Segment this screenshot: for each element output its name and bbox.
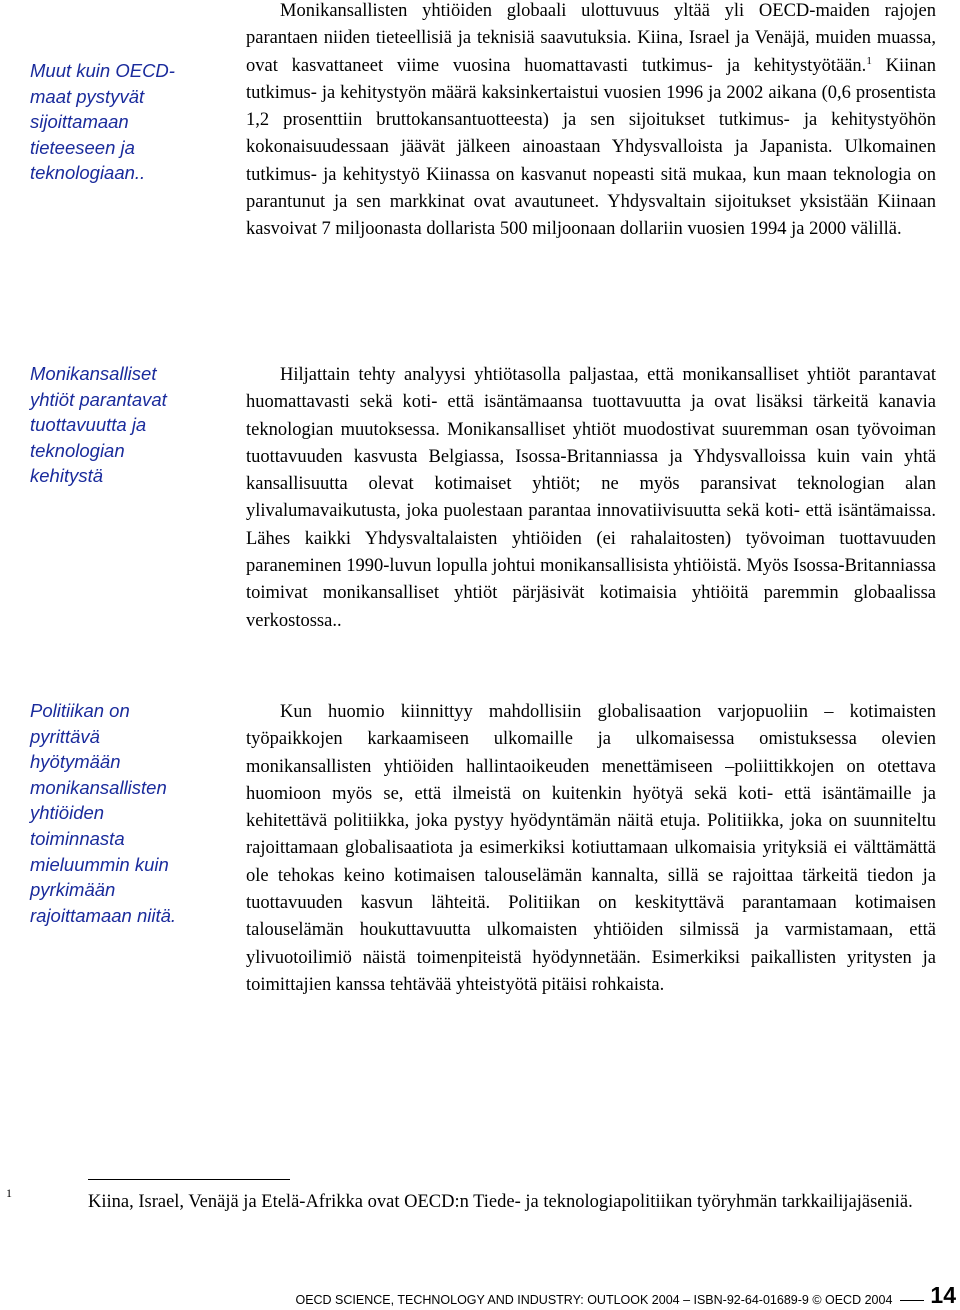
page-number: 14: [930, 1282, 956, 1308]
paragraph-1-text-a: Monikansallisten yhtiöiden globaali ulottuvuus yltää yli OECD-maiden rajojen parantaen niiden tieteellisiä ja teknisiä saavutuksia. Kiina, Israel ja Venäjä, muiden muassa, ovat kasvattaneet viime vuosina huomattavasti tutkimus- ja kehitystyötään.: [246, 1, 936, 76]
paragraph-3: [246, 699, 936, 999]
footer-dash: [900, 1300, 924, 1301]
paragraph-2-text: Hiljattain tehty analyysi yhtiötasolla paljastaa, että monikansalliset yhtiöt parantavat huomattavasti sekä koti- että isäntämaansa tuottavuutta ja ovat lisäksi tärkeitä kanavia teknologian muutoksessa. Monikansalliset yhtiöt muodostivat suuremman osan työvoiman tuottavuuden kasvusta Belgiassa, Isossa-Britanniassa ja Yhdysvalloissa kuin vain yhtä kansallisuutta olevat kotimaiset yhtiöt; ne myös paransivat teknologian alan ylivalumavaikutusta, joka puolestaan parantaa innovatiivisuutta sekä koti- että isäntämaissa. Lähes kaikki Yhdysvaltalaisten yhtiöiden (ei rahalaitosten) työvoiman tuottavuuden paraneminen 1990-luvun lopulla johtui monikansallisista yhtiöistä. Myös Isossa-Britanniassa toimivat monikansalliset yhtiöt pärjäsivät kotimaisia yhtiöitä paremmin globaalissa verkostossa..: [246, 365, 936, 631]
page-footer: [295, 1284, 956, 1307]
footnote-text: Kiina, Israel, Venäjä ja Etelä-Afrikka ovat OECD:n Tiede- ja teknologiapolitiikan työryhmän tarkkailijajäseniä.: [88, 1192, 913, 1212]
margin-note-non-oecd: Muut kuin OECD-maat pystyvät sijoittamaan tieteeseen ja teknologiaan..: [30, 60, 175, 184]
paragraph-1: [246, 0, 936, 244]
footer-text: OECD SCIENCE, TECHNOLOGY AND INDUSTRY: OUTLOOK 2004 – ISBN-92-64-01689-9 © OECD 2004: [295, 1293, 893, 1307]
margin-note-multinationals: Monikansalliset yhtiöt parantavat tuottavuutta ja teknologian kehitystä: [30, 363, 167, 487]
footnote-divider: [88, 1179, 290, 1180]
paragraph-1-text-b: Kiinan tutkimus- ja kehitystyön määrä kaksinkertaistui vuosien 1996 ja 2002 aikana (0,6 prosentista 1,2 prosenttiin bruttokansantuotteesta) ja sen sijoitukset tutkimus- ja kehitystyöhön kokonaisuudessaan jäävät jälkeen ainoastaan Yhdysvalloista ja Japanista. Ulkomainen tutkimus- ja kehitystyö Kiinassa on kasvanut nopeasti sitä mukaa, kun maan teknologia on parantunut ja sen markkinat ovat avautuneet. Yhdysvaltain sijoitukset yksistään Kiinaan kasvoivat 7 miljoonasta dollarista 500 miljoonaan dollariin vuosien 1994 ja 2000 välillä.: [246, 55, 936, 240]
footnote-mark: 1: [6, 1186, 12, 1200]
paragraph-2: [246, 362, 936, 635]
paragraph-3-text: Kun huomio kiinnittyy mahdollisiin globalisaation varjopuoliin – kotimaisten työpaikkojen karkaamiseen ulkomaille ja ulkomaisessa omistuksessa olevien monikansallisten yhtiöiden hallintaoikeuden menettämiseen –poliittikkojen on otettava huomioon myös se, että ilmeistä on kuitenkin hyötyä sekä koti- että isäntämaille ja kehitettävä politiikka, joka pystyy hyödyntämän näitä etuja. Politiikka, joka on suunniteltu rajoittamaan globalisaatiota ja esimerkiksi kotiuttamaan ulkomaisia yrityksiä ei välttämättä ole tehokas keino kotimaisen talouselämän kannalta, sillä se rajoittaa tärkeitä tiedon ja tuottavuuden kasvun lähteitä. Politiikan on keskityttävä parantamaan kotimaisen talouselämän houkuttavuutta ulkomaisten yhtiöiden silmissä ja varmistamaan, että ylivuotoilimiö näistä toimenpiteistä hyödynnetään. Esimerkiksi paikallisten yritysten ja toimittajien kanssa tehtävää yhteistyötä pitäisi rohkaista.: [246, 702, 936, 995]
margin-note-policy: Politiikan on pyrittävä hyötymään monikansallisten yhtiöiden toiminnasta mieluummin kuin pyrkimään rajoittamaan niitä.: [30, 700, 177, 926]
footnote-reference: 1: [866, 54, 872, 67]
